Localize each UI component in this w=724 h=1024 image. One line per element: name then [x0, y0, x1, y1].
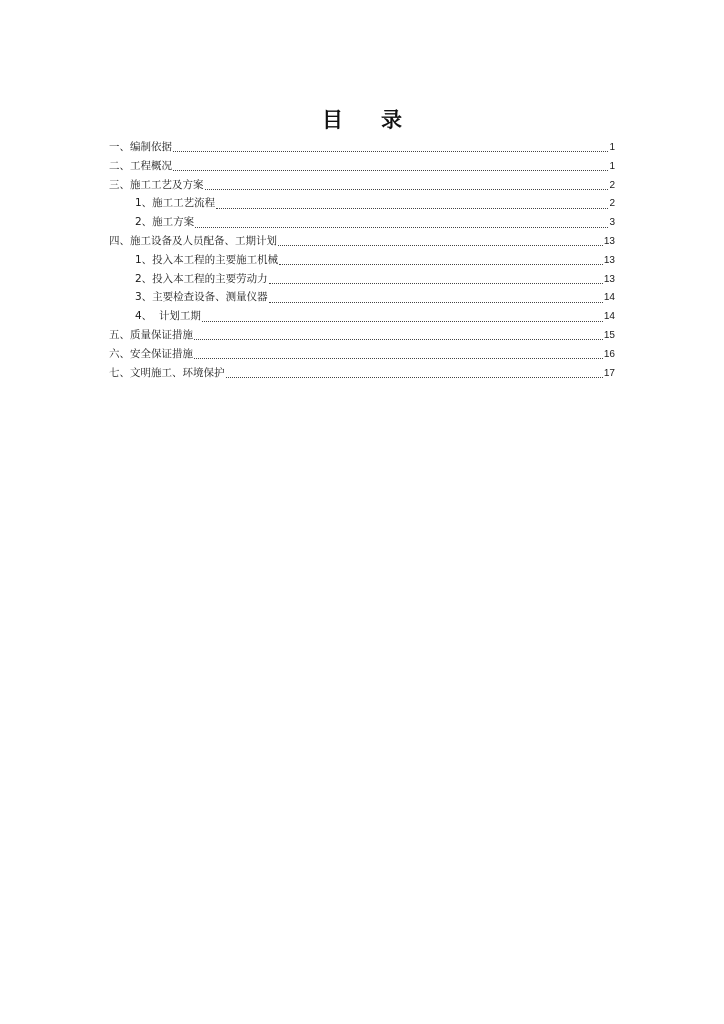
- toc-entry-3-2[interactable]: [109, 213, 615, 232]
- toc-page-number: 2: [609, 198, 615, 210]
- toc-entry-label: 1、施工工艺流程: [135, 197, 216, 210]
- toc-page-number: 14: [603, 292, 615, 304]
- toc-entry-label: 二、工程概况: [109, 159, 172, 172]
- toc-leader-dots: [205, 188, 609, 190]
- toc-leader-dots: [173, 169, 608, 171]
- toc-leader-dots: [269, 282, 603, 284]
- toc-entry-3-1[interactable]: [109, 194, 615, 213]
- toc-leader-dots: [173, 150, 608, 152]
- toc-entry-label: 六、安全保证措施: [109, 347, 193, 360]
- toc-page-number: 1: [609, 160, 615, 172]
- toc-entry-label: 七、文明施工、环境保护: [109, 366, 225, 379]
- toc-entry-label: 一、编制依据: [109, 141, 172, 153]
- toc-leader-dots: [226, 376, 603, 378]
- toc-leader-dots: [216, 207, 608, 209]
- toc-leader-dots: [278, 244, 603, 246]
- toc-entry-label: 三、施工工艺及方案: [109, 178, 204, 191]
- toc-entry-label: 四、施工设备及人员配备、工期计划: [109, 234, 277, 247]
- title-char-2: 录: [381, 108, 402, 132]
- toc-entry-4[interactable]: [109, 232, 615, 251]
- toc-leader-dots: [194, 357, 603, 359]
- toc-entry-4-3[interactable]: [109, 288, 615, 307]
- toc-entry-3[interactable]: [109, 176, 615, 195]
- toc-entry-label: 五、质量保证措施: [109, 328, 193, 341]
- toc-entry-label: 4、 计划工期: [135, 310, 201, 323]
- toc-page-number: 13: [603, 235, 615, 247]
- table-of-contents: [109, 138, 615, 382]
- toc-entry-4-4[interactable]: [109, 307, 615, 326]
- toc-page-number: 1: [609, 142, 615, 153]
- toc-page-number: 17: [603, 367, 615, 379]
- toc-leader-dots: [279, 263, 603, 265]
- toc-page-number: 2: [609, 179, 615, 191]
- toc-entry-1[interactable]: [109, 138, 615, 157]
- toc-entry-4-1[interactable]: [109, 251, 615, 270]
- toc-entry-5[interactable]: [109, 326, 615, 345]
- page-title: [0, 104, 724, 134]
- toc-leader-dots: [269, 301, 603, 303]
- toc-page-number: 3: [609, 217, 615, 229]
- toc-entry-7[interactable]: [109, 364, 615, 383]
- toc-leader-dots: [195, 226, 608, 228]
- toc-entry-4-2[interactable]: [109, 270, 615, 289]
- toc-page-number: 13: [603, 273, 615, 285]
- toc-entry-label: 2、施工方案: [135, 216, 195, 229]
- toc-page-number: 16: [603, 348, 615, 360]
- toc-page-number: 15: [603, 329, 615, 341]
- toc-entry-2[interactable]: [109, 157, 615, 176]
- toc-page-number: 13: [603, 254, 615, 266]
- toc-entry-6[interactable]: [109, 345, 615, 364]
- toc-entry-label: 3、主要检查设备、测量仪器: [135, 291, 268, 304]
- toc-leader-dots: [202, 320, 603, 322]
- title-char-1: 目: [322, 108, 343, 132]
- toc-entry-label: 1、投入本工程的主要施工机械: [135, 253, 279, 266]
- toc-page-number: 14: [603, 311, 615, 323]
- toc-entry-label: 2、投入本工程的主要劳动力: [135, 272, 268, 285]
- toc-leader-dots: [194, 338, 603, 340]
